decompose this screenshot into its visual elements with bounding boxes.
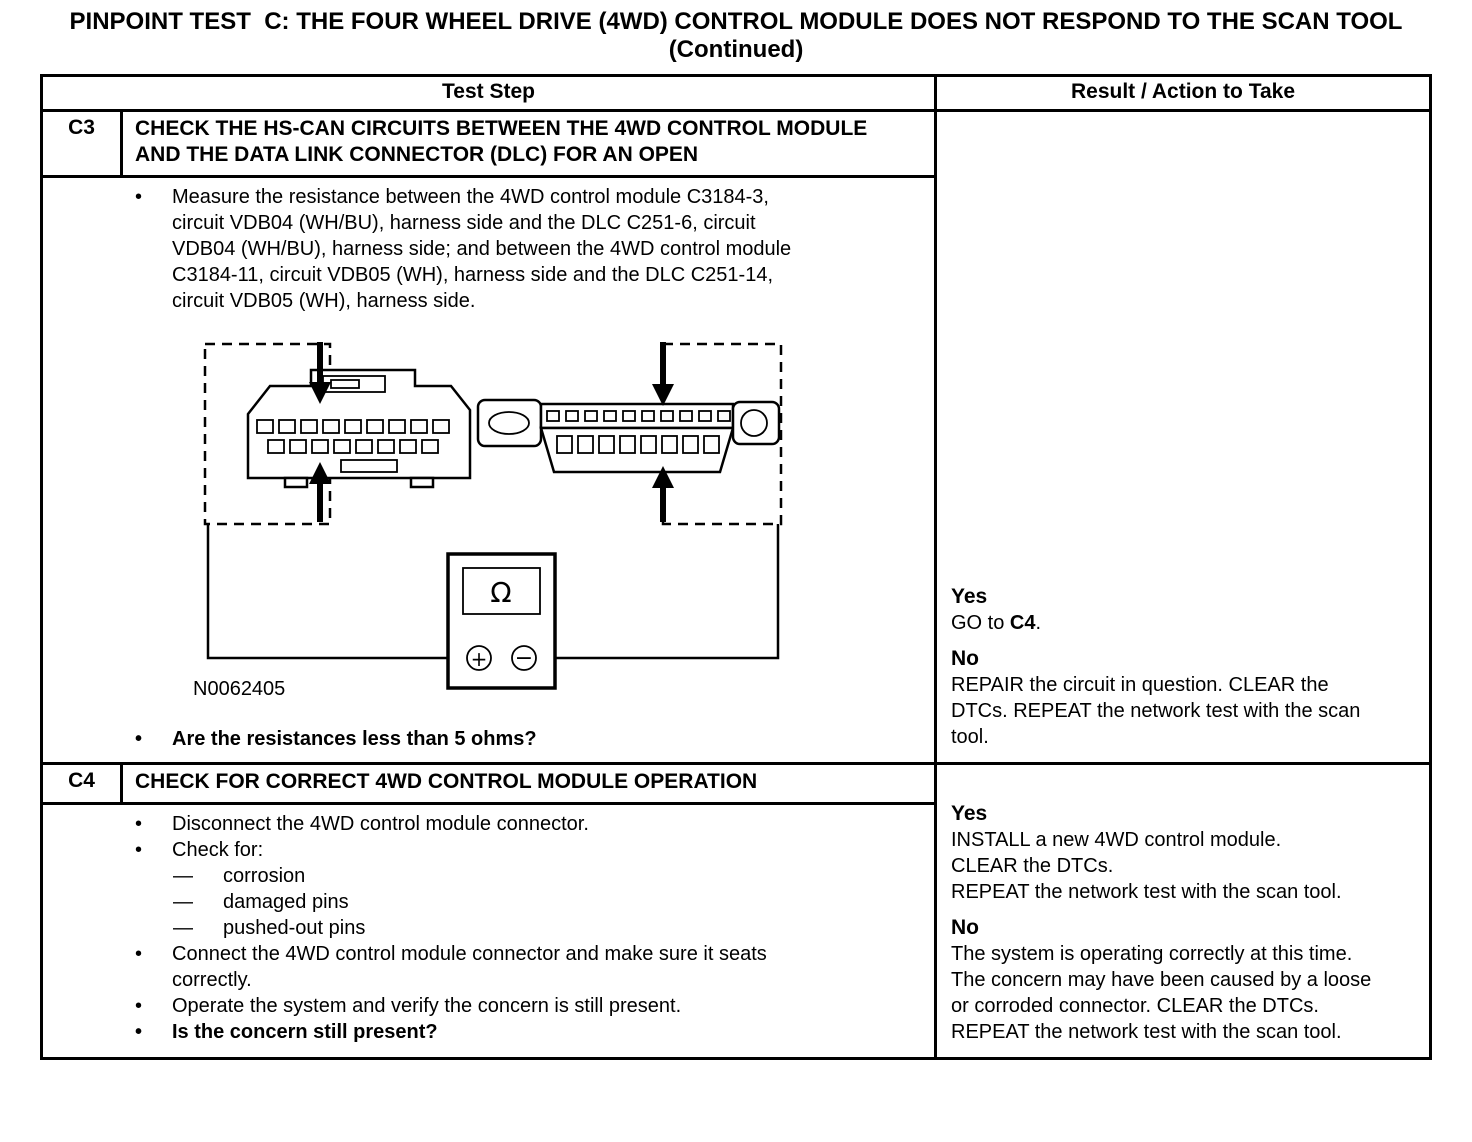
figure-label: N0062405 [193, 678, 286, 701]
dash-icon: — [173, 891, 193, 914]
c3-yes-action-step-ref: C4 [1009, 612, 1036, 635]
c3-result-cell [937, 112, 1429, 762]
c3-step-body [43, 178, 934, 762]
wiring-diagram-svg [173, 336, 813, 718]
plus-terminal-label: + [470, 647, 488, 672]
c3-no-action: REPAIR the circuit in question. CLEAR the DTCs. REPEAT the network test with the scan tool. [951, 674, 1361, 749]
bullet-icon: • [135, 1021, 143, 1044]
minus-terminal-label: − [514, 646, 534, 672]
table-header-row [43, 77, 1429, 112]
circuit-test-diagram [173, 336, 813, 718]
c4-subitem-damaged-pins [43, 889, 934, 915]
c3-yes-label: Yes [951, 585, 988, 609]
bullet-icon: • [135, 995, 143, 1018]
pinpoint-test-table [40, 74, 1432, 1060]
probe-arrow-dlc-bottom [652, 466, 674, 522]
dash-icon: — [173, 865, 193, 888]
test-lead-wire-right [554, 524, 778, 658]
ohmmeter [448, 554, 555, 688]
c4-no-label: No [951, 916, 979, 940]
c4-bullet-disconnect [43, 811, 934, 837]
c3-step-title: CHECK THE HS-CAN CIRCUITS BETWEEN THE 4WD CONTROL MODULE AND THE DATA LINK CONNECTOR (DLC) FOR AN OPEN [135, 117, 868, 167]
c4-yes-action-line: REPEAT the network test with the scan tool. [951, 881, 1342, 904]
c4-subitem-pushed-out-pins [43, 915, 934, 941]
test-step-row-c3 [43, 112, 1429, 762]
c4-question-bullet [43, 1019, 934, 1045]
c4-connect-text: Connect the 4WD control module connector and make sure it seats correctly. [172, 943, 767, 992]
c4-bullet-operate [43, 993, 934, 1019]
c3-measure-bullet [43, 184, 934, 314]
c4-question-text: Is the concern still present? [172, 1021, 438, 1044]
c3-no-label: No [951, 647, 979, 671]
c4-test-step-cell [43, 765, 937, 1057]
c3-step-header [43, 112, 934, 178]
column-header-test-step: Test Step [43, 77, 937, 109]
c3-yes-action-prefix: GO to [951, 612, 1010, 635]
c4-yes-action-line: CLEAR the DTCs. [951, 855, 1114, 878]
dash-icon: — [173, 917, 193, 940]
c4-bullet-connect [43, 941, 934, 993]
bullet-icon: • [135, 728, 143, 751]
c3-question-text: Are the resistances less than 5 ohms? [172, 728, 537, 751]
c4-check-for-text: Check for: [172, 839, 264, 862]
module-connector-illustration [248, 370, 470, 487]
ohm-symbol: Ω [490, 576, 512, 610]
c3-test-step-cell [43, 112, 937, 762]
c3-yes-action-suffix: . [1035, 612, 1042, 635]
c3-question-bullet [43, 726, 934, 752]
c4-bullet-check-for [43, 837, 934, 863]
c4-result-cell [937, 765, 1429, 1057]
c4-operate-text: Operate the system and verify the concern is still present. [172, 995, 682, 1018]
c4-step-body [43, 805, 934, 1055]
c3-yes-action [951, 610, 1389, 636]
c4-no-action: The system is operating correctly at this time. The concern may have been caused by a loose or corroded connector. CLEAR the DTCs. REPEAT the network test with the scan tool. [951, 943, 1372, 1044]
c4-subitem-damaged-pins-text: damaged pins [223, 891, 349, 914]
test-lead-wire-left [208, 524, 449, 658]
c4-yes-label: Yes [951, 802, 988, 826]
bullet-icon: • [135, 186, 143, 209]
c4-step-title: CHECK FOR CORRECT 4WD CONTROL MODULE OPERATION [135, 770, 758, 794]
c4-subitem-corrosion [43, 863, 934, 889]
c3-measure-text: Measure the resistance between the 4WD control module C3184-3, circuit VDB04 (WH/BU), harness side and the DLC C251-6, circuit VDB04 (WH/BU), harness side; and between the 4WD control module C3184-11, circuit VDB05 (WH), harness side and the DLC C251-14, circuit VDB05 (WH), harness side. [172, 186, 792, 313]
c4-subitem-corrosion-text: corrosion [223, 865, 306, 888]
c4-yes-action-line: INSTALL a new 4WD control module. [951, 829, 1282, 852]
bullet-icon: • [135, 943, 143, 966]
c4-step-header [43, 765, 934, 805]
bullet-icon: • [135, 813, 143, 836]
dlc-connector-illustration [478, 400, 779, 472]
c3-step-id: C3 [43, 112, 123, 175]
bullet-icon: • [135, 839, 143, 862]
page-title: PINPOINT TEST C: THE FOUR WHEEL DRIVE (4WD) CONTROL MODULE DOES NOT RESPOND TO THE SCAN TOOL (Continued) [69, 8, 1410, 64]
c4-step-id: C4 [43, 765, 123, 802]
column-header-result-action: Result / Action to Take [1070, 80, 1296, 104]
c4-disconnect-text: Disconnect the 4WD control module connector. [172, 813, 589, 836]
probe-arrow-dlc-top [652, 342, 674, 406]
test-step-row-c4 [43, 762, 1429, 1057]
c4-subitem-pushed-out-pins-text: pushed-out pins [223, 917, 366, 940]
